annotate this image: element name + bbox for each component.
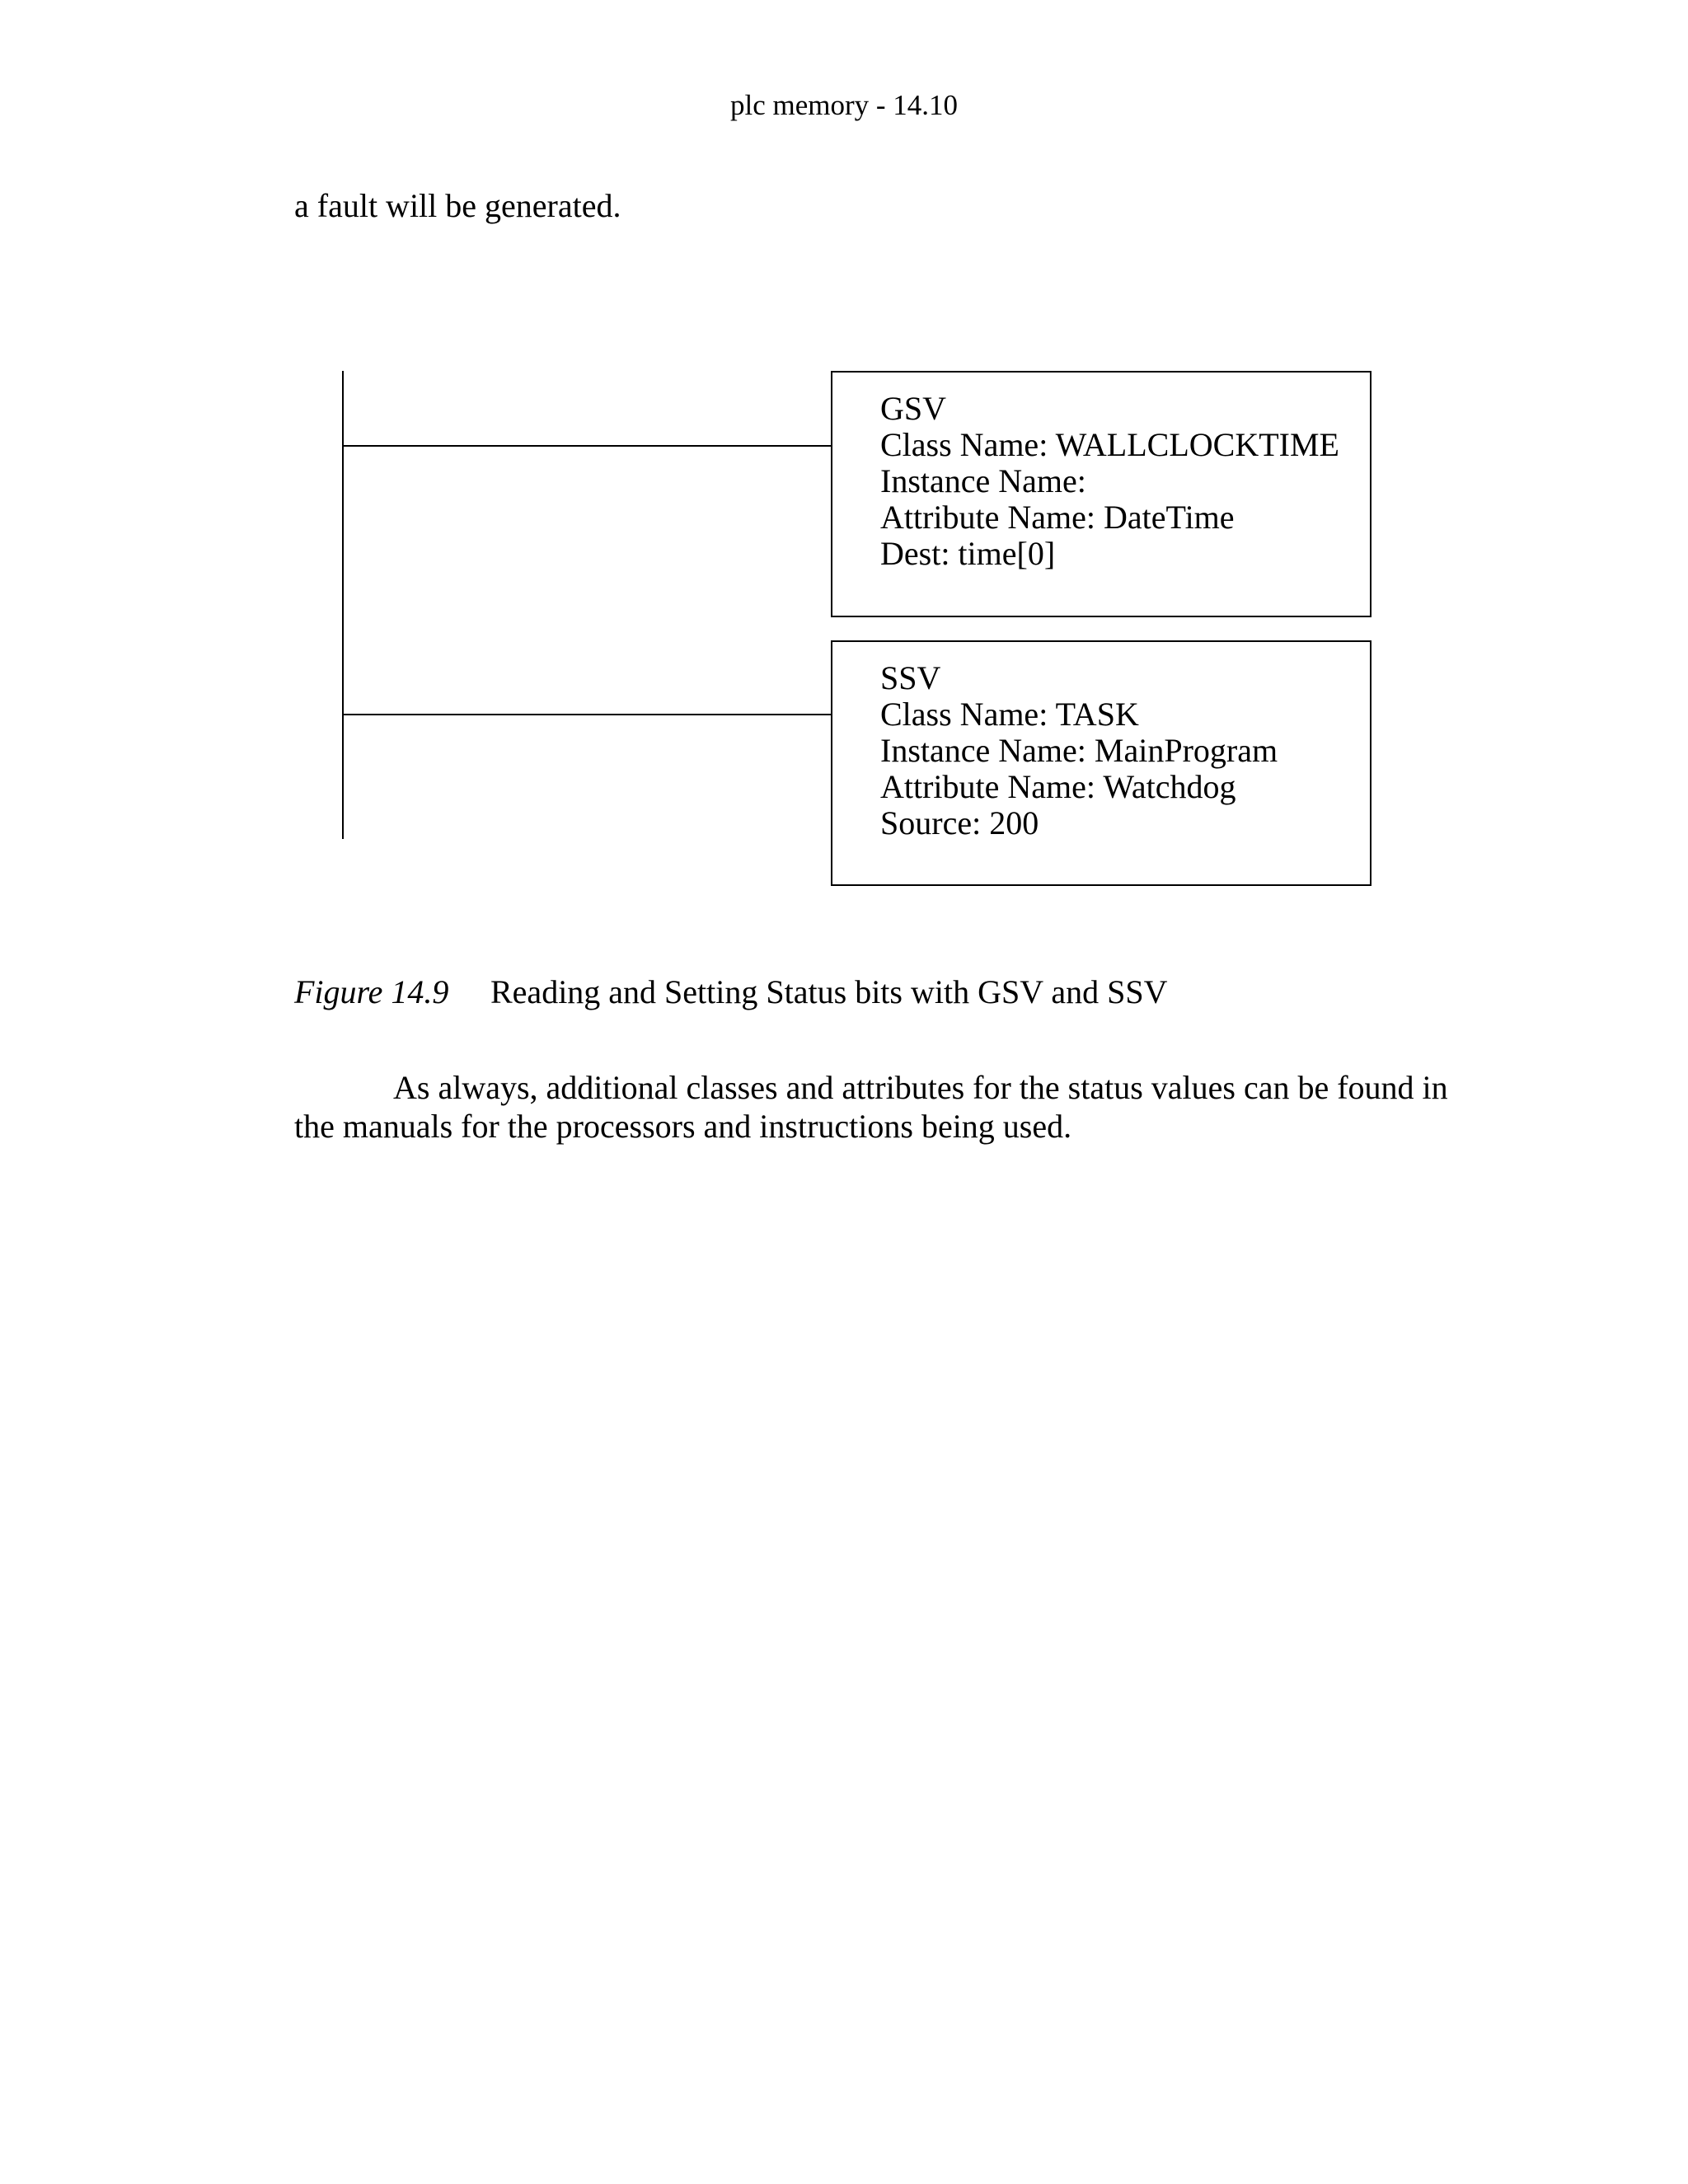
rung-1-wire bbox=[342, 445, 832, 447]
running-header: plc memory - 14.10 bbox=[729, 89, 959, 121]
paragraph-line-2: the manuals for the processors and instructions being used. bbox=[294, 1108, 1072, 1145]
rung-2-wire bbox=[342, 714, 832, 715]
gsv-title: GSV bbox=[880, 390, 947, 427]
figure-caption bbox=[294, 972, 1168, 1012]
left-power-rail bbox=[342, 371, 344, 839]
figure-caption-text: Reading and Setting Status bits with GSV and SSV bbox=[490, 973, 1168, 1010]
ssv-attribute-name: Attribute Name: Watchdog bbox=[880, 768, 1236, 805]
ssv-title: SSV bbox=[880, 659, 941, 696]
intro-text: a fault will be generated. bbox=[294, 187, 621, 224]
gsv-attribute-name: Attribute Name: DateTime bbox=[880, 499, 1235, 536]
figure-label: Figure 14.9 bbox=[294, 973, 449, 1010]
ssv-source: Source: 200 bbox=[880, 804, 1039, 841]
gsv-instance-name: Instance Name: bbox=[880, 462, 1086, 499]
ssv-instance-name: Instance Name: MainProgram bbox=[880, 732, 1278, 769]
body-paragraph bbox=[294, 1068, 1448, 1146]
ssv-instruction-box bbox=[831, 640, 1372, 886]
gsv-class-name: Class Name: WALLCLOCKTIME bbox=[880, 426, 1339, 463]
gsv-dest: Dest: time[0] bbox=[880, 535, 1056, 572]
paragraph-line-1: As always, additional classes and attributes for the status values can be found in bbox=[393, 1069, 1448, 1106]
gsv-instruction-box bbox=[831, 371, 1372, 617]
ssv-class-name: Class Name: TASK bbox=[880, 696, 1139, 733]
